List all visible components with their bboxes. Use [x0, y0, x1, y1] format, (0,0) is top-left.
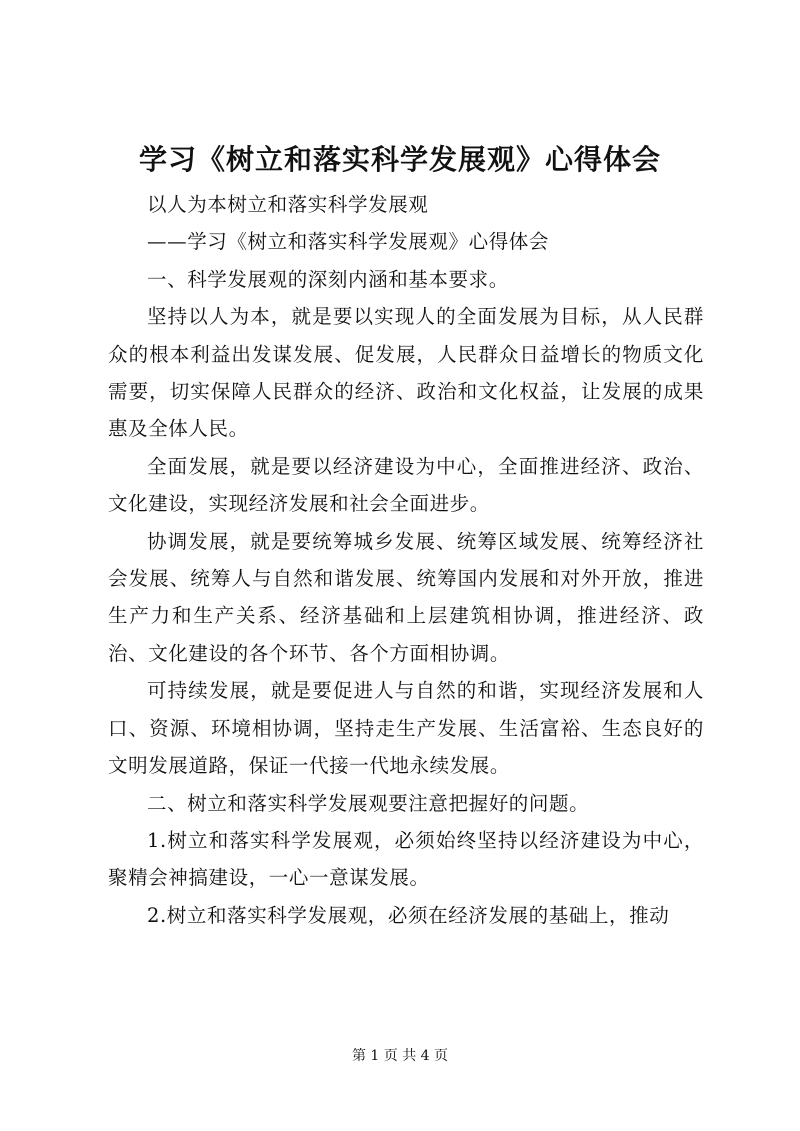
page-number: 第 1 页 共 4 页 — [351, 1048, 449, 1064]
paragraph: 2.树立和落实科学发展观，必须在经济发展的基础上，推动 — [147, 903, 670, 927]
page-footer — [0, 1046, 800, 1066]
subtitle-dash: ——学习《树立和落实科学发展观》心得体会 — [147, 230, 550, 254]
paragraph: 1.树立和落实科学发展观，必须始终坚持以经济建设为中心，聚精会神搞建设，一心一意谋发展。 — [108, 828, 704, 890]
paragraph: 可持续发展，就是要促进人与自然的和谐，实现经济发展和人口、资源、环境相协调，坚持走生产发展、生活富裕、生态良好的文明发展道路，保证一代接一代地永续发展。 — [108, 679, 704, 778]
section-heading-2: 二、树立和落实科学发展观要注意把握好的问题。 — [147, 791, 590, 815]
document-title: 学习《树立和落实科学发展观》心得体会 — [138, 143, 661, 176]
subtitle: 以人为本树立和落实科学发展观 — [147, 193, 429, 216]
section-heading-1: 一、科学发展观的深刻内涵和基本要求。 — [147, 267, 509, 291]
paragraph: 坚持以人为本，就是要以实现人的全面发展为目标，从人民群众的根本利益出发谋发展、促发展，人民群众日益增长的物质文化需要，切实保障人民群众的经济、政治和文化权益，让发展的成果惠及全体人民。 — [108, 305, 704, 441]
paragraph: 协调发展，就是要统筹城乡发展、统筹区域发展、统筹经济社会发展、统筹人与自然和谐发展、统筹国内发展和对外开放，推进生产力和生产关系、经济基础和上层建筑相协调，推进经济、政治、文化建设的各个环节、各个方面相协调。 — [108, 529, 704, 665]
document-body — [108, 186, 704, 934]
paragraph: 全面发展，就是要以经济建设为中心，全面推进经济、政治、文化建设，实现经济发展和社会全面进步。 — [108, 454, 704, 516]
